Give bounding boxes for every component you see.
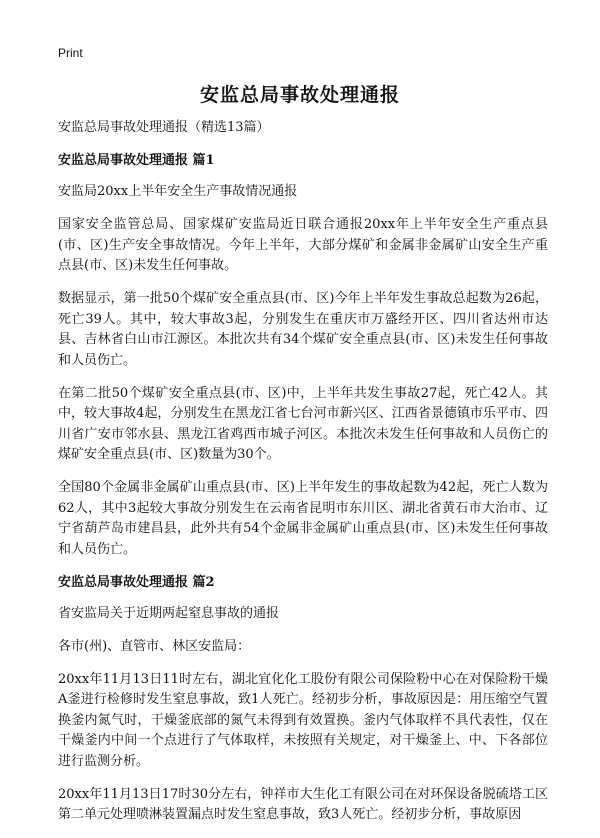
paragraph: 各市(州)、直管市、林区安监局： [58, 638, 251, 654]
section-heading: 安监总局事故处理通报 篇1 [58, 153, 215, 168]
paragraph: 国家安全监管总局、国家煤矿安监局近日联合通报20xx年上半年安全生产重点县(市、区)生产安全事故情况。今年上半年，大部分煤矿和金属非金属矿山安全生产重点县(市、区)未发生任何事故。 [58, 217, 548, 273]
document-blocks [58, 151, 548, 826]
paragraph: 省安监局关于近期两起窒息事故的通报 [58, 605, 280, 621]
document-body [58, 118, 548, 838]
paragraph: 安监局20xx上半年安全生产事故情况通报 [58, 184, 298, 199]
paragraph: 全国80个金属非金属矿山重点县(市、区)上半年发生的事故起数为42起，死亡人数为62人，其中3起较大事故分别发生在云南省昆明市东川区、湖北省黄石市大治市、辽宁省葫芦岛市建昌县，此外共有54个金属非金属矿山重点县(市、区)未发生任何事故和人员伤亡。 [58, 480, 548, 557]
section-heading: 安监总局事故处理通报 篇2 [58, 574, 215, 590]
document-subtitle: 安监总局事故处理通报（精选13篇） [58, 120, 270, 135]
print-label[interactable]: Print [58, 46, 83, 60]
paragraph: 数据显示，第一批50个煤矿安全重点县(市、区)今年上半年发生事故总起数为26起，死亡39人。其中，较大事故3起，分别发生在重庆市万盛经开区、四川省达州市达县、吉林省白山市江源区。本批次共有34个煤矿安全重点县(市、区)未发生任何事故和人员伤亡。 [58, 291, 548, 368]
paragraph: 20xx年11月13日17时30分左右，钟祥市大生化工有限公司在对环保设备脱硫塔工区第二单元处理喷淋装置漏点时发生窒息事故，致3人死亡。经初步分析，事故原因 [58, 786, 548, 822]
page-title: 安监总局事故处理通报 [199, 84, 400, 106]
paragraph: 20xx年11月13日11时左右，湖北宜化化工股份有限公司保险粉中心在对保险粉干燥A釜进行检修时发生窒息事故，致1人死亡。经初步分析，事故原因是：用压缩空气置换釜内氮气时，干燥釜底部的氮气未得到有效置换。釜内气体取样不具代表性，仅在干燥釜内中间一个点进行了气体取样，未按照有关规定，对干燥釜上、中、下各部位进行监测分析。 [58, 671, 548, 769]
paragraph: 在第二批50个煤矿安全重点县(市、区)中，上半年共发生事故27起，死亡42人。其中，较大事故4起，分别发生在黑龙江省七台河市新兴区、江西省景德镇市乐平市、四川省广安市邻水县、黑龙江省鸡西市城子河区。本批次未发生任何事故和人员伤亡的煤矿安全重点县(市、区)数量为30个。 [58, 385, 548, 462]
